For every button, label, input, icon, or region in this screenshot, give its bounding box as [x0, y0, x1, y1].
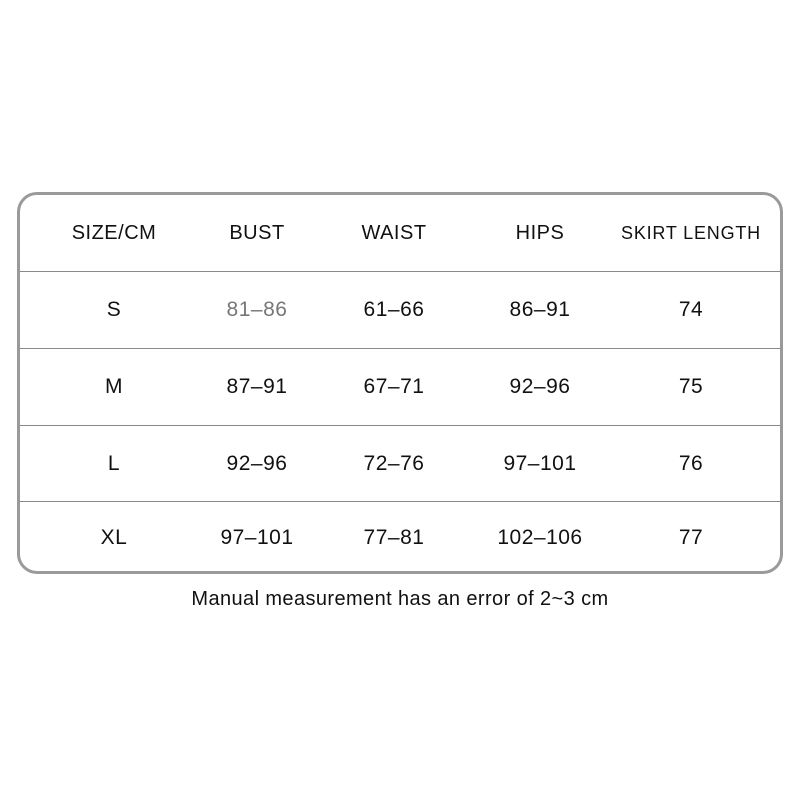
- waist-cell: 67–71: [363, 375, 425, 398]
- table-row: [20, 502, 780, 574]
- bust-cell: 87–91: [226, 375, 288, 398]
- bust-cell: 92–96: [226, 452, 288, 475]
- table-header-row: [20, 195, 780, 271]
- bust-cell: 97–101: [220, 526, 294, 549]
- bust-cell: 81–86: [226, 298, 288, 321]
- hips-cell: 102–106: [497, 526, 583, 549]
- table-row: [20, 272, 780, 348]
- hips-cell: 97–101: [503, 452, 577, 475]
- hips-cell: 92–96: [509, 375, 571, 398]
- skirt-length-cell: 75: [678, 375, 704, 398]
- size-cell: L: [107, 452, 121, 475]
- header-skirt-length: SKIRT LENGTH: [621, 222, 761, 243]
- header-bust: BUST: [229, 221, 285, 244]
- header-waist: WAIST: [361, 221, 427, 244]
- skirt-length-cell: 76: [678, 452, 704, 475]
- measurement-note: Manual measurement has an error of 2~3 cm: [191, 588, 609, 610]
- size-chart-table: [17, 192, 783, 574]
- size-cell: S: [106, 298, 122, 321]
- waist-cell: 61–66: [363, 298, 425, 321]
- header-hips: HIPS: [515, 221, 565, 244]
- hips-cell: 86–91: [509, 298, 571, 321]
- waist-cell: 77–81: [363, 526, 425, 549]
- header-size: SIZE/CM: [71, 221, 157, 244]
- size-cell: M: [105, 375, 123, 398]
- table-row: [20, 426, 780, 502]
- skirt-length-cell: 74: [678, 298, 704, 321]
- skirt-length-cell: 77: [678, 526, 704, 549]
- table-row: [20, 349, 780, 425]
- waist-cell: 72–76: [363, 452, 425, 475]
- size-cell: XL: [100, 526, 128, 549]
